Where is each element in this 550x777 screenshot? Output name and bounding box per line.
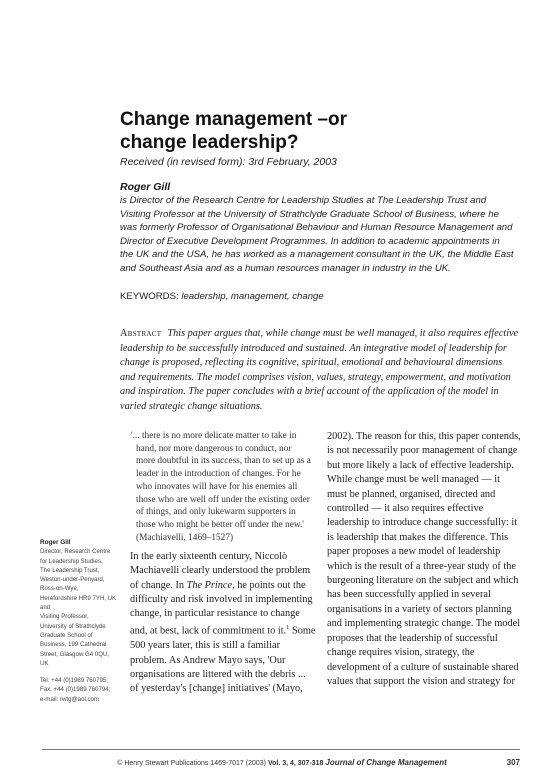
sidebar-line: Weston-under-Penyard, (40, 576, 105, 584)
body-text: In the early sixteenth century, Niccolò Machiavelli clearly understood the problem of change. In (130, 551, 311, 591)
sidebar-line: Visiting Professor, (40, 613, 89, 621)
sidebar-line: Business, 199 Cathedral (40, 641, 107, 649)
sidebar-author-name: Roger Gill (40, 539, 71, 546)
quote-text: '... there is no more delicate matter to take in hand, nor more dangerous to conduct, nor more doubtful in its success, than to set up as a leader in the introduction of changes. For he who innovates will have for his enemies all those who are well off under the existing order of things, and only lukewarm supporters in those who might be better off under the new.' (Machiavelli, 1469–1527) (131, 431, 311, 543)
sidebar-line: The Leadership Trust, (40, 566, 100, 574)
footer-journal: Journal of Change Management (325, 758, 447, 767)
sidebar-tel: Tel: +44 (0)1989 760795; (40, 677, 108, 685)
footer-volume: Vol. 3, 4, 307-318 (267, 760, 324, 767)
keywords (120, 290, 515, 303)
title-line-1: Change management –or (120, 109, 347, 130)
body-column-2 (327, 430, 521, 689)
body-paragraph: While change must be well managed — it must be planned, organised, directed and controlled — it also requires effective leadership to introduce change successfully: it is leadership that makes the difference. This paper proposes a new model of leadership which is the result of a three-year study of the burgeoning literature on the subject and which has been successfully applied in several organisations in a variety of sectors planning and implementing strategic change. The model proposes that the leadership of successful change requires vision, strategy, the development of a culture of sustainable shared values that support the vision and strategy for (327, 474, 521, 687)
article-title (120, 108, 500, 154)
footer-divider (42, 749, 520, 750)
sidebar-line: Graduate School of (40, 631, 93, 639)
abstract-label: Abstract (120, 328, 162, 339)
sidebar-fax: Fax: +44 (0)1989 760794; (40, 686, 111, 694)
sidebar-address (40, 547, 122, 668)
received-date: Received (in revised form): 3rd February, 2003 (120, 156, 337, 168)
author-bio: is Director of the Research Centre for Leadership Studies at The Leadership Trust and Visiting Professor at the University of Strathclyde Graduate School of Business, where he was formerly Professor of Organisational Behaviour and Human Resource Management and Director of Executive Development Programmes. In addition to academic appointments in the UK and the USA, he has worked as a management consultant in the UK, the Middle East and Southeast Asia and as a human resources manager in industry in the UK. (120, 195, 514, 274)
body-paragraph: 2002). The reason for this, this paper contends, is not necessarily poor management of change but more likely a lack of effective leadership. (327, 431, 521, 471)
sidebar-line: Street, Glasgow G4 0QU, (40, 650, 110, 658)
sidebar-line: Herefordshire HR9 7YH, UK (40, 594, 117, 602)
sidebar-contact (40, 676, 122, 704)
title-line-2: change leadership? (120, 132, 299, 153)
sidebar-line: Ross-on-Wye, (40, 585, 79, 593)
keywords-terms: leadership, management, change (181, 291, 324, 302)
sidebar-line: University of Strathclyde (40, 622, 106, 630)
keywords-label: KEYWORDS: (120, 291, 179, 302)
sidebar-line: for Leadership Studies, (40, 557, 103, 565)
footer-copyright: © Henry Stewart Publications 1469-7017 (2003) (117, 760, 266, 767)
sidebar-line: UK (40, 659, 49, 667)
author-affiliation-sidebar (40, 538, 122, 704)
sidebar-line: and (40, 604, 51, 612)
footer-citation (112, 758, 452, 769)
epigraph-quote (131, 430, 312, 544)
book-title: The Prince (186, 579, 233, 591)
body-column-1 (130, 550, 316, 696)
body-text: , he points out the difficulty and risk involved in implementing change, in particular resistance to change and, at best, lack of commitment to it. (130, 579, 313, 637)
footnote-ref[interactable]: 1 (286, 624, 290, 632)
page-number: 307 (506, 758, 520, 767)
sidebar-line: Director, Research Centre (40, 548, 111, 556)
abstract (120, 327, 520, 415)
abstract-text: This paper argues that, while change must be well managed, it also requires effective leadership to be successfully introduced and sustained. An integrative model of leadership for change is proposed, reflecting its cognitive, spiritual, emotional and behavioural dimensions and requirements. The model comprises vision, values, strategy, empowerment, and motivation and inspiration. The paper concludes with a brief account of the application of the model in varied strategic change situations. (120, 328, 519, 412)
sidebar-email[interactable]: e-mail: rwtg@aol.com (40, 695, 100, 703)
body-text: Some 500 years later, this is still a familiar problem. As Andrew Mayo says, 'Our organisations are littered with the debris ... of yesterday's [change] initiatives' (Mayo, (130, 625, 316, 695)
author-name: Roger Gill (120, 181, 171, 193)
